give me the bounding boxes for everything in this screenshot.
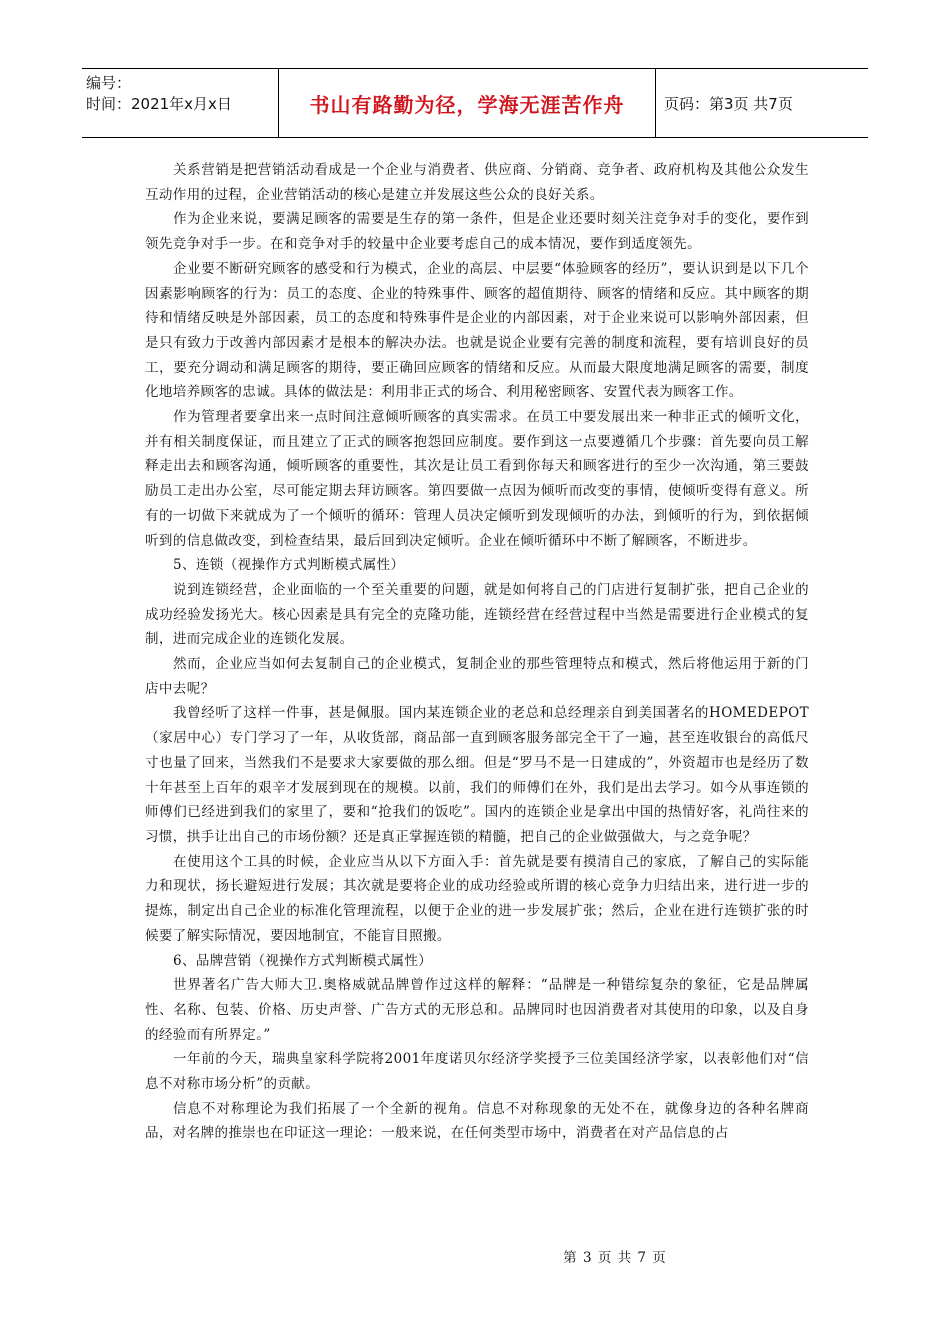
paragraph: 企业要不断研究顾客的感受和行为模式，企业的高层、中层要“体验顾客的经历”，要认识到是以下几个因素影响顾客的行为：员工的态度、企业的特殊事件、顾客的超值期待、顾客的情绪和反应。其中顾客的期待和情绪反映是外部因素，员工的态度和特殊事件是企业的内部因素，对于企业来说可以影响外部因素，但是只有致力于改善内部因素才是根本的解决办法。也就是说企业要有完善的制度和流程，要有培训良好的员工，要充分调动和满足顾客的期待，要正确回应顾客的情绪和反应。从而最大限度地满足顾客的需要，制度化地培养顾客的忠诚。具体的做法是：利用非正式的场合、利用秘密顾客、安置代表为顾客工作。 [145, 260, 809, 401]
header-meta [82, 69, 278, 137]
page-header [82, 68, 868, 138]
paragraph: 说到连锁经营，企业面临的一个至关重要的问题，就是如何将自己的门店进行复制扩张，把自己企业的成功经验发扬光大。核心因素是具有完全的克隆功能，连锁经营在经营过程中当然是需要进行企业模式的复制，进而完成企业的连锁化发展。 [145, 581, 809, 648]
document-date: 时间：2021年x月x日 [86, 95, 232, 113]
paragraph: 作为企业来说，要满足顾客的需要是生存的第一条件，但是企业还要时刻关注竞争对手的变化，要作到领先竞争对手一步。在和竞争对手的较量中企业要考虑自己的成本情况，要作到适度领先。 [145, 211, 809, 253]
document-body [145, 158, 809, 1146]
paragraph: 世界著名广告大师大卫.奥格威就品牌曾作过这样的解释：“品牌是一种错综复杂的象征，它是品牌属性、名称、包装、价格、历史声誉、广告方式的无形总和。品牌同时也因消费者对其使用的印象，以及自身的经验而有所界定。” [145, 977, 809, 1043]
document-number-label: 编号： [86, 74, 132, 92]
section-heading: 6、品牌营销（视操作方式判断模式属性） [173, 952, 433, 969]
paragraph: 关系营销是把营销活动看成是一个企业与消费者、供应商、分销商、竞争者、政府机构及其他公众发生互动作用的过程，企业营销活动的核心是建立并发展这些公众的良好关系。 [145, 162, 809, 203]
paragraph: 一年前的今天，瑞典皇家科学院将2001年度诺贝尔经济学奖授予三位美国经济学家，以表彰他们对“信息不对称市场分析”的贡献。 [145, 1051, 809, 1093]
page-footer: 第 3 页 共 7 页 [563, 1250, 667, 1266]
paragraph: 作为管理者要拿出来一点时间注意倾听顾客的真实需求。在员工中要发展出来一种非正式的倾听文化，并有相关制度保证，而且建立了正式的顾客抱怨回应制度。要作到这一点要遵循几个步骤：首先要向员工解释走出去和顾客沟通，倾听顾客的重要性，其次是让员工看到你每天和顾客进行的至少一次沟通，第三要鼓励员工走出办公室，尽可能定期去拜访顾客。第四要做一点因为倾听而改变的事情，使倾听变得有意义。所有的一切做下来就成为了一个倾听的循环：管理人员决定倾听到发现倾听的办法，到倾听的行为，到依据倾听到的信息做改变，到检查结果，最后回到决定倾听。企业在倾听循环中不断了解顾客，不断进步。 [145, 409, 809, 549]
paragraph: 在使用这个工具的时候，企业应当从以下方面入手：首先就是要有摸清自己的家底，了解自己的实际能力和现状，扬长避短进行发展；其次就是要将企业的成功经验或所谓的核心竞争力归结出来，进行进一步的提炼，制定出自己企业的标准化管理流程，以便于企业的进一步发展扩张；然后，企业在进行连锁扩张的时候要了解实际情况，要因地制宜，不能盲目照搬。 [145, 853, 809, 944]
header-motto: 书山有路勤为径，学海无涯苦作舟 [278, 69, 656, 137]
paragraph: 然而，企业应当如何去复制自己的企业模式，复制企业的那些管理特点和模式，然后将他运用于新的门店中去呢？ [145, 656, 809, 697]
paragraph: 信息不对称理论为我们拓展了一个全新的视角。信息不对称现象的无处不在，就像身边的各种名牌商品，对名牌的推崇也在印证这一理论：一般来说，在任何类型市场中，消费者在对产品信息的占 [145, 1100, 809, 1142]
header-page-code: 页码：第3页 共7页 [664, 94, 793, 113]
paragraph: 我曾经听了这样一件事，甚是佩服。国内某连锁企业的老总和总经理亲自到美国著名的HOMEDEPOT（家居中心）专门学习了一年，从收货部，商品部一直到顾客服务部完全干了一遍，甚至连收银台的高低尺寸也量了回来，当然我们不是要求大家要做的那么细。但是“罗马不是一日建成的”，外资超市也是经历了数十年甚至上百年的艰辛才发展到现在的规模。以前，我们的师傅们在外，我们是出去学习。如今从事连锁的师傅们已经进到我们的家里了，要和“抢我们的饭吃”。国内的连锁企业是拿出中国的热情好客，礼尚往来的习惯，拱手让出自己的市场份额？还是真正掌握连锁的精髓，把自己的企业做强做大，与之竞争呢？ [145, 705, 809, 845]
section-heading: 5、连锁（视操作方式判断模式属性） [173, 557, 405, 574]
